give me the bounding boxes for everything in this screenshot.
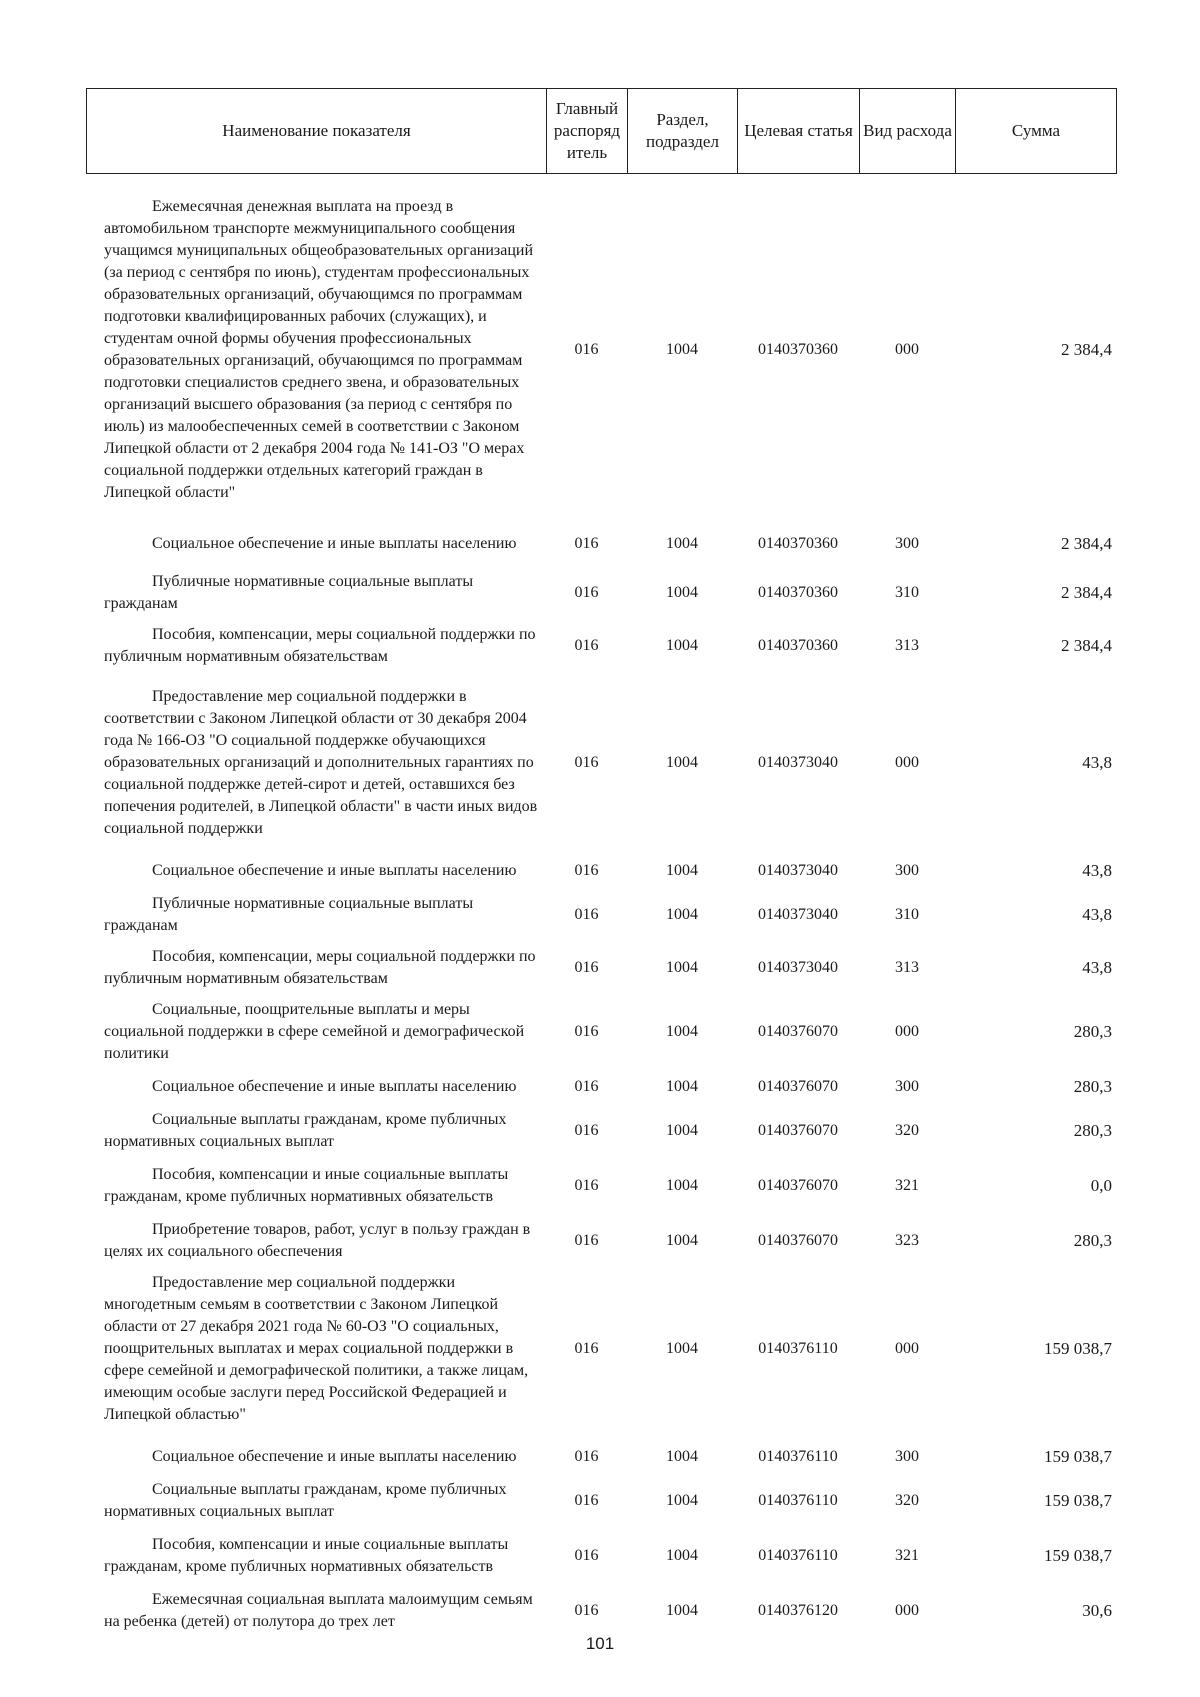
- row-admin: 016: [574, 584, 599, 601]
- row-sum: 159 038,7: [1044, 1546, 1112, 1565]
- row-target: 0140370360: [758, 340, 838, 358]
- row-name: Пособия, компенсации и иные социальные выплаты гражданам, кроме публичных нормативных обязательств: [104, 1166, 509, 1205]
- row-sum: 43,8: [1082, 861, 1112, 880]
- row-section: 1004: [666, 1492, 698, 1509]
- table-row: [86, 182, 1116, 517]
- table-row: [86, 1435, 1116, 1479]
- row-type: 300: [895, 535, 919, 552]
- row-section: 1004: [666, 584, 698, 601]
- row-target: 0140376110: [758, 1340, 838, 1357]
- row-admin: 016: [574, 1078, 599, 1095]
- table-row: [86, 517, 1116, 571]
- row-name: Пособия, компенсации и иные социальные выплаты гражданам, кроме публичных нормативных обязательств: [104, 1536, 509, 1575]
- row-type: 000: [895, 1023, 919, 1040]
- row-section: 1004: [666, 1122, 698, 1139]
- table-row: [86, 893, 1116, 937]
- header-name: Наименование показателя: [87, 89, 547, 174]
- row-type: 310: [895, 584, 919, 601]
- table-row: [86, 1065, 1116, 1109]
- row-admin: 016: [574, 1122, 599, 1139]
- table-row: [86, 1109, 1116, 1153]
- row-admin: 016: [574, 754, 599, 771]
- row-name: Социальное обеспечение и иные выплаты населению: [152, 862, 517, 879]
- page-number: 101: [585, 1634, 615, 1653]
- row-target: 0140370360: [758, 535, 838, 552]
- table-row: [86, 615, 1116, 677]
- row-name: Публичные нормативные социальные выплаты гражданам: [104, 895, 474, 934]
- row-admin: 016: [574, 1602, 599, 1619]
- row-admin: 016: [574, 1547, 599, 1564]
- row-name: Социальное обеспечение и иные выплаты населению: [152, 535, 517, 552]
- row-sum: 280,3: [1073, 1121, 1112, 1140]
- row-admin: 016: [574, 1340, 599, 1357]
- row-section: 1004: [666, 906, 698, 923]
- row-section: 1004: [666, 1340, 698, 1357]
- row-section: 1004: [666, 340, 698, 358]
- row-sum: 280,3: [1073, 1231, 1112, 1250]
- row-name: Предоставление мер социальной поддержки в соответствии с Законом Липецкой области от 30 декабря 2004 года № 166-ОЗ "О социальной поддержке обучающихся образовательных организаций и дополнительных гарантиях по социальной поддержке детей-сирот и детей, оставшихся без попечения родителей, в Липецкой области" в части иных видов социальной поддержки: [104, 688, 538, 837]
- budget-table: [86, 182, 1116, 1633]
- row-sum: 280,3: [1073, 1077, 1112, 1096]
- row-sum: 43,8: [1082, 958, 1112, 977]
- row-type: 313: [895, 637, 919, 654]
- row-sum: 2 384,4: [1061, 636, 1112, 655]
- row-type: 300: [895, 1448, 919, 1465]
- row-type: 323: [895, 1232, 919, 1249]
- row-sum: 2 384,4: [1061, 583, 1112, 602]
- table-header: [86, 88, 1117, 174]
- row-target: 0140376070: [758, 1078, 838, 1095]
- row-sum: 0,0: [1090, 1176, 1112, 1195]
- row-section: 1004: [666, 862, 698, 879]
- row-name: Публичные нормативные социальные выплаты гражданам: [104, 573, 474, 612]
- row-type: 320: [895, 1122, 919, 1139]
- row-target: 0140376110: [758, 1547, 838, 1564]
- row-type: 000: [895, 754, 919, 771]
- row-type: 313: [895, 959, 919, 976]
- row-admin: 016: [574, 1177, 599, 1194]
- row-name: Приобретение товаров, работ, услуг в пользу граждан в целях их социального обеспечения: [104, 1221, 531, 1260]
- table-row: [86, 849, 1116, 893]
- row-sum: 159 038,7: [1044, 1339, 1112, 1358]
- row-admin: 016: [574, 1232, 599, 1249]
- row-name: Социальные выплаты гражданам, кроме публичных нормативных социальных выплат: [104, 1481, 507, 1520]
- row-target: 0140376070: [758, 1177, 838, 1194]
- row-name: Пособия, компенсации, меры социальной поддержки по публичным нормативным обязательствам: [104, 948, 536, 987]
- row-sum: 43,8: [1082, 905, 1112, 924]
- row-target: 0140370360: [758, 637, 838, 654]
- row-target: 0140370360: [758, 584, 838, 601]
- row-type: 000: [895, 340, 919, 358]
- row-section: 1004: [666, 754, 698, 771]
- row-sum: 280,3: [1073, 1022, 1112, 1041]
- row-type: 321: [895, 1177, 919, 1194]
- row-section: 1004: [666, 1078, 698, 1095]
- table-row: [86, 1153, 1116, 1219]
- row-name: Ежемесячная денежная выплата на проезд в автомобильном транспорте межмуниципального сообщения учащимся муниципальных общеобразовательных организаций (за период с сентября по июнь), студентам профессиональных образовательных организаций, обучающимся по программам подготовки квалифицированных рабочих (служащих), и студентам очной формы обучения профессиональных образовательных организаций, обучающимся по программам подготовки специалистов среднего звена, и образовательных организаций высшего образования (за период с сентября по июль) из малообеспеченных семей в соответствии с Законом Липецкой области от 2 декабря 2004 года № 141-ОЗ "О мерах социальной поддержки отдельных категорий граждан в Липецкой области": [104, 197, 534, 501]
- row-admin: 016: [574, 959, 599, 976]
- row-admin: 016: [574, 1492, 599, 1509]
- row-name: Ежемесячная социальная выплата малоимущим семьям на ребенка (детей) от полутора до трех лет: [104, 1591, 533, 1630]
- row-target: 0140376070: [758, 1232, 838, 1249]
- header-chief-administrator: Главный распоряд итель: [547, 89, 628, 174]
- table-row: [86, 1219, 1116, 1263]
- row-name: Социальное обеспечение и иные выплаты населению: [152, 1448, 517, 1465]
- row-target: 0140373040: [758, 906, 838, 923]
- row-section: 1004: [666, 535, 698, 552]
- row-target: 0140376110: [758, 1448, 838, 1465]
- row-target: 0140376070: [758, 1122, 838, 1139]
- row-sum: 159 038,7: [1044, 1447, 1112, 1466]
- row-sum: 2 384,4: [1061, 534, 1112, 553]
- row-type: 320: [895, 1492, 919, 1509]
- row-target: 0140376110: [758, 1492, 838, 1509]
- row-type: 000: [895, 1602, 919, 1619]
- table-row: [86, 937, 1116, 999]
- table-row: [86, 1589, 1116, 1633]
- row-target: 0140376120: [758, 1602, 838, 1619]
- row-sum: 43,8: [1082, 753, 1112, 772]
- row-type: 310: [895, 906, 919, 923]
- header-sum: Сумма: [956, 89, 1117, 174]
- row-admin: 016: [574, 340, 599, 358]
- row-type: 000: [895, 1340, 919, 1357]
- row-sum: 159 038,7: [1044, 1491, 1112, 1510]
- row-admin: 016: [574, 1023, 599, 1040]
- row-section: 1004: [666, 1177, 698, 1194]
- table-row: [86, 1523, 1116, 1589]
- header-expense-type: Вид расхода: [860, 89, 956, 174]
- table-row: [86, 571, 1116, 615]
- row-section: 1004: [666, 1547, 698, 1564]
- row-admin: 016: [574, 535, 599, 552]
- row-target: 0140373040: [758, 862, 838, 879]
- row-target: 0140373040: [758, 754, 838, 771]
- budget-table-body: [86, 182, 1116, 1633]
- row-type: 300: [895, 862, 919, 879]
- row-sum: 2 384,4: [1061, 339, 1112, 359]
- table-row: [86, 677, 1116, 849]
- table-row: [86, 1263, 1116, 1435]
- row-name: Предоставление мер социальной поддержки многодетным семьям в соответствии с Законом Липецкой области от 27 декабря 2021 года № 60-ОЗ "О социальных, поощрительных выплатах и мерах социальной поддержки в сфере семейной и демографической политики, а также лицам, имеющим особые заслуги перед Российской Федерацией и Липецкой областью": [104, 1274, 529, 1423]
- header-section: Раздел, подраздел: [628, 89, 738, 174]
- row-section: 1004: [666, 1448, 698, 1465]
- row-name: Социальные выплаты гражданам, кроме публичных нормативных социальных выплат: [104, 1111, 507, 1150]
- row-target: 0140373040: [758, 959, 838, 976]
- row-admin: 016: [574, 637, 599, 654]
- row-name: Социальные, поощрительные выплаты и меры социальной поддержки в сфере семейной и демографической политики: [104, 1001, 525, 1062]
- row-admin: 016: [574, 862, 599, 879]
- row-name: Социальное обеспечение и иные выплаты населению: [152, 1078, 517, 1095]
- row-type: 321: [895, 1547, 919, 1564]
- row-sum: 30,6: [1082, 1601, 1112, 1620]
- row-section: 1004: [666, 1232, 698, 1249]
- row-section: 1004: [666, 637, 698, 654]
- row-admin: 016: [574, 906, 599, 923]
- table-row: [86, 1479, 1116, 1523]
- row-section: 1004: [666, 1023, 698, 1040]
- row-section: 1004: [666, 959, 698, 976]
- row-admin: 016: [574, 1448, 599, 1465]
- table-row: [86, 999, 1116, 1065]
- row-target: 0140376070: [758, 1023, 838, 1040]
- header-target-article: Целевая статья: [738, 89, 860, 174]
- row-section: 1004: [666, 1602, 698, 1619]
- row-name: Пособия, компенсации, меры социальной поддержки по публичным нормативным обязательствам: [104, 626, 536, 665]
- row-type: 300: [895, 1078, 919, 1095]
